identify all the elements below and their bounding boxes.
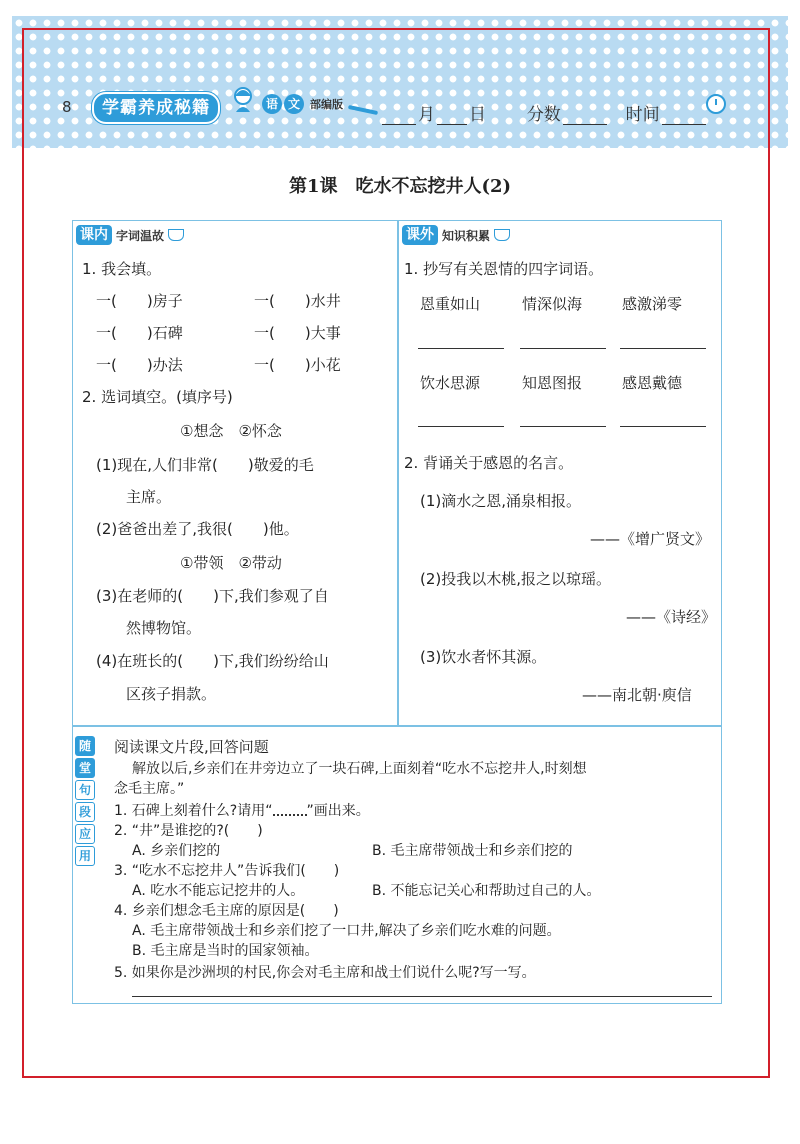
copy-line[interactable]	[620, 348, 706, 349]
question-title: 2. 选词填空。(填序号)	[82, 388, 233, 406]
question-title: 1. 抄写有关恩情的四字词语。	[404, 260, 604, 278]
side-tag-char: 堂	[75, 758, 95, 778]
question-text: ”画出来。	[306, 803, 370, 819]
time-label: 时间	[625, 105, 660, 125]
subject-badge	[262, 94, 304, 114]
tag-extra	[402, 224, 510, 246]
cup-icon	[168, 229, 184, 241]
side-tag	[74, 736, 96, 868]
quote-text: (2)投我以木桃,报之以琼瑶。	[420, 570, 612, 588]
fill-sentence[interactable]: (1)现在,人们非常( )敬爱的毛	[96, 456, 314, 474]
question-title: 2. 背诵关于感恩的名言。	[404, 454, 574, 472]
question-item[interactable]: 3. “吃水不忘挖井人”告诉我们( )	[114, 863, 340, 879]
passage-line: 念毛主席。”	[114, 781, 185, 797]
tag-highlight: 课外	[402, 225, 438, 245]
idiom-word: 恩重如山	[420, 295, 481, 313]
tag-subtitle: 知识积累	[442, 228, 491, 243]
question-item[interactable]: 4. 乡亲们想念毛主席的原因是( )	[114, 903, 339, 919]
score-blank[interactable]	[563, 124, 607, 125]
fill-item[interactable]: 一( )办法	[96, 356, 183, 374]
idiom-word: 知恩图报	[522, 374, 583, 392]
time-blank[interactable]	[662, 124, 706, 125]
idiom-word: 感恩戴德	[622, 374, 683, 392]
lesson-title: 第1课 吃水不忘挖井人(2)	[288, 176, 512, 197]
date-score-row	[380, 100, 708, 125]
word-options: ①想念 ②怀念	[180, 422, 282, 440]
idiom-word: 感激涕零	[622, 295, 683, 313]
fill-item[interactable]: 一( )大事	[254, 324, 341, 342]
cup-icon	[494, 229, 510, 241]
choice-b[interactable]: B. 不能忘记关心和帮助过自己的人。	[372, 883, 601, 899]
question-item	[114, 800, 370, 820]
quote-source: ——南北朝·庾信	[582, 686, 692, 704]
quote-text: (3)饮水者怀其源。	[420, 648, 547, 666]
subject-char: 文	[284, 94, 304, 114]
wavy-line-icon	[273, 806, 307, 816]
copy-line[interactable]	[520, 426, 606, 427]
word-options: ①带领 ②带动	[180, 554, 282, 572]
fill-sentence[interactable]: (2)爸爸出差了,我很( )他。	[96, 520, 299, 538]
subject-char: 语	[262, 94, 282, 114]
idiom-word: 情深似海	[522, 295, 583, 313]
page-number: 8	[62, 98, 72, 116]
choice-b[interactable]: B. 毛主席带领战士和乡亲们挖的	[372, 843, 573, 859]
day-blank[interactable]	[437, 124, 467, 125]
month-label: 月	[418, 105, 435, 125]
choice-a[interactable]: A. 乡亲们挖的	[132, 843, 221, 859]
side-tag-char: 句	[75, 780, 95, 800]
copy-line[interactable]	[418, 426, 504, 427]
fill-sentence: 然博物馆。	[126, 619, 202, 637]
fill-sentence[interactable]: (4)在班长的( )下,我们纷纷给山	[96, 652, 329, 670]
edition-label: 部编版	[310, 98, 343, 111]
tag-subtitle: 字词温故	[116, 228, 165, 243]
question-title: 1. 我会填。	[82, 260, 162, 278]
day-label: 日	[469, 105, 486, 125]
question-item[interactable]: 2. “井”是谁挖的?( )	[114, 823, 263, 839]
quote-source: ——《增广贤文》	[590, 530, 711, 548]
copy-line[interactable]	[418, 348, 504, 349]
question-text: 1. 石碑上刻着什么?请用“	[114, 803, 273, 819]
score-label: 分数	[526, 105, 561, 125]
copy-line[interactable]	[620, 426, 706, 427]
mascot-icon	[230, 86, 256, 114]
side-tag-char: 段	[75, 802, 95, 822]
clock-icon	[706, 94, 726, 114]
fill-sentence: 区孩子捐款。	[126, 685, 217, 703]
tag-in-class	[76, 224, 184, 246]
brand-logo: 学霸养成秘籍	[92, 92, 220, 124]
quote-text: (1)滴水之恩,涌泉相报。	[420, 492, 582, 510]
fill-item[interactable]: 一( )石碑	[96, 324, 183, 342]
side-tag-char: 应	[75, 824, 95, 844]
tag-highlight: 课内	[76, 225, 112, 245]
reading-intro: 阅读课文片段,回答问题	[114, 738, 269, 756]
choice-a[interactable]: A. 毛主席带领战士和乡亲们挖了一口井,解决了乡亲们吃水难的问题。	[132, 923, 561, 939]
choice-b[interactable]: B. 毛主席是当时的国家领袖。	[132, 943, 319, 959]
fill-item[interactable]: 一( )小花	[254, 356, 341, 374]
question-item: 5. 如果你是沙洲坝的村民,你会对毛主席和战士们说什么呢?写一写。	[114, 965, 536, 981]
idiom-word: 饮水思源	[420, 374, 481, 392]
answer-line[interactable]	[132, 996, 712, 997]
fill-item[interactable]: 一( )房子	[96, 292, 183, 310]
month-blank[interactable]	[382, 124, 416, 125]
fill-sentence: 主席。	[126, 488, 172, 506]
side-tag-char: 随	[75, 736, 95, 756]
fill-sentence[interactable]: (3)在老师的( )下,我们参观了自	[96, 587, 329, 605]
passage-line: 解放以后,乡亲们在井旁边立了一块石碑,上面刻着“吃水不忘挖井人,时刻想	[132, 761, 587, 777]
choice-a[interactable]: A. 吃水不能忘记挖井的人。	[132, 883, 305, 899]
copy-line[interactable]	[520, 348, 606, 349]
side-tag-char: 用	[75, 846, 95, 866]
quote-source: ——《诗经》	[626, 608, 717, 626]
fill-item[interactable]: 一( )水井	[254, 292, 341, 310]
